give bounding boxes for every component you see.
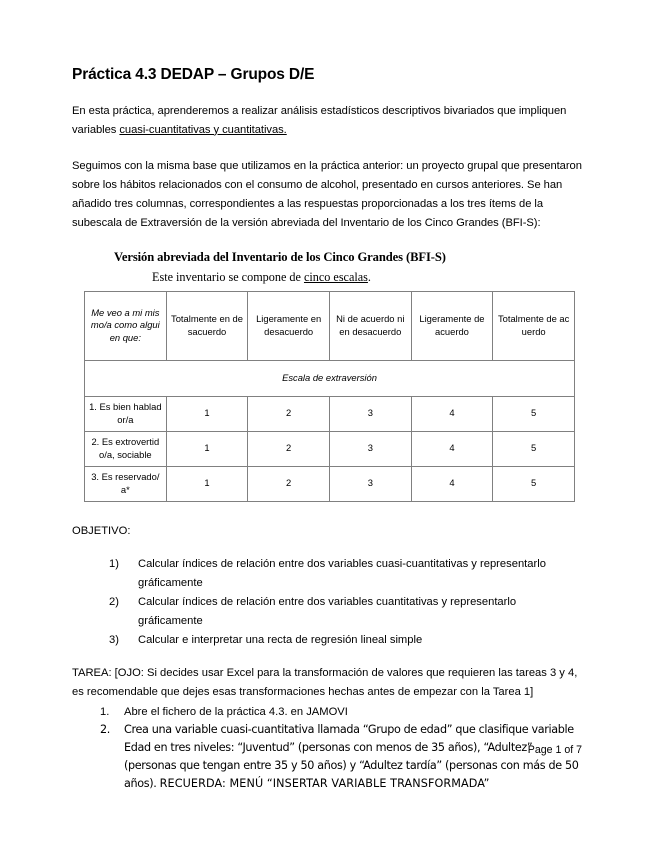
item-1-value-3: 3 [329, 396, 411, 431]
scale-section-label: Escala de extraversión [85, 360, 575, 396]
item-1-value-1: 1 [166, 396, 248, 431]
objective-text-2: Calcular índices de relación entre dos variables cuantitativas y representarlo gráficamente [138, 595, 517, 627]
list-item [72, 703, 582, 721]
item-1-value-5: 5 [493, 396, 575, 431]
objective-marker-3: 3) [109, 633, 119, 646]
intro-paragraph-text: En esta práctica, aprenderemos a realizar análisis estadísticos descriptivos bivariados que impliquen variables [72, 104, 567, 136]
item-2-value-5: 5 [493, 431, 575, 466]
second-paragraph: Seguimos con la misma base que utilizamos en la práctica anterior: un proyecto grupal que presentaron sobre los hábitos relacionados con el consumo de alcohol, presentado en cursos anteriores. Se han añadido tres columnas, correspondientes a las respuestas proporcionadas a los tres ítems de la subescala de Extraversión de la versión abreviada del Inventario de los Cinco Grandes (BFI-S): [72, 159, 582, 229]
table-row [85, 431, 575, 466]
page-title: Práctica 4.3 DEDAP – Grupos D/E [72, 66, 315, 83]
task-reminder-2: RECUERDA: MENÚ “INSERTAR VARIABLE TRANSFORMADA” [159, 776, 490, 790]
item-2-value-3: 3 [329, 431, 411, 466]
item-label-2: 2. Es extrovertido/a, sociable [85, 431, 167, 466]
list-item [72, 593, 582, 631]
inventory-subtitle-suffix: . [367, 269, 371, 284]
page-number-label: Page 1 of 7 [527, 744, 582, 756]
inventory-table [84, 291, 575, 502]
objective-text-3: Calcular e interpretar una recta de regresión lineal simple [138, 633, 423, 646]
intro-paragraph [72, 102, 582, 140]
document-content [72, 66, 582, 793]
row-header-label: Me veo a mi mismo/a como alguien que: [85, 291, 167, 360]
task-marker-1: 1. [100, 705, 110, 718]
inventory-subtitle-prefix: Este inventario se compone de [152, 269, 304, 284]
item-3-value-2: 2 [248, 466, 330, 501]
column-header-4: Ligeramente de acuerdo [411, 291, 493, 360]
item-2-value-4: 4 [411, 431, 493, 466]
item-label-1: 1. Es bien hablador/a [85, 396, 167, 431]
item-3-value-3: 3 [329, 466, 411, 501]
table-row [85, 466, 575, 501]
task-marker-2: 2. [100, 722, 110, 736]
column-header-1: Totalmente en desacuerdo [166, 291, 248, 360]
item-3-value-5: 5 [493, 466, 575, 501]
objective-list [72, 555, 582, 650]
objective-heading: OBJETIVO: [72, 524, 131, 537]
inventory-subtitle-underlined: cinco escalas [303, 269, 368, 284]
objective-text-1: Calcular índices de relación entre dos variables cuasi-cuantitativas y representarlo gráficamente [138, 557, 546, 589]
table-header-row [85, 291, 575, 360]
task-text-2: Crea una variable cuasi-cuantitativa llamada “Grupo de edad” que clasifique variable Edad en tres niveles: “Juventud” (personas con menos de 35 años), “Adultez” (personas que tengan entre 35 y 50 años) y “Adultez tardía” (personas con más de 50 años). [124, 722, 579, 790]
task-text-1: Abre el fichero de la práctica 4.3. en JAMOVI [124, 705, 348, 718]
footer [72, 744, 582, 756]
item-3-value-1: 1 [166, 466, 248, 501]
list-item [72, 631, 582, 650]
inventory-subtitle [152, 270, 582, 285]
item-1-value-4: 4 [411, 396, 493, 431]
intro-paragraph-underlined-text: cuasi-cuantitativas y cuantitativas. [119, 123, 287, 136]
objective-marker-1: 1) [109, 557, 119, 570]
item-2-value-2: 2 [248, 431, 330, 466]
table-row [85, 396, 575, 431]
list-item [72, 721, 582, 793]
column-header-3: Ni de acuerdo ni en desacuerdo [329, 291, 411, 360]
list-item [72, 555, 582, 593]
item-label-3: 3. Es reservado/a* [85, 466, 167, 501]
item-1-value-2: 2 [248, 396, 330, 431]
item-2-value-1: 1 [166, 431, 248, 466]
column-header-5: Totalmente de acuerdo [493, 291, 575, 360]
column-header-2: Ligeramente en desacuerdo [248, 291, 330, 360]
task-heading: TAREA: [OJO: Si decides usar Excel para la transformación de valores que requieren las tareas 3 y 4, es recomendable que dejes esas transformaciones hechas antes de empezar con la Tarea 1] [72, 666, 578, 698]
inventory-title: Versión abreviada del Inventario de los Cinco Grandes (BFI-S) [114, 249, 446, 264]
objective-marker-2: 2) [109, 595, 119, 608]
inventory-block [72, 250, 582, 502]
item-3-value-4: 4 [411, 466, 493, 501]
table-section-row [85, 360, 575, 396]
